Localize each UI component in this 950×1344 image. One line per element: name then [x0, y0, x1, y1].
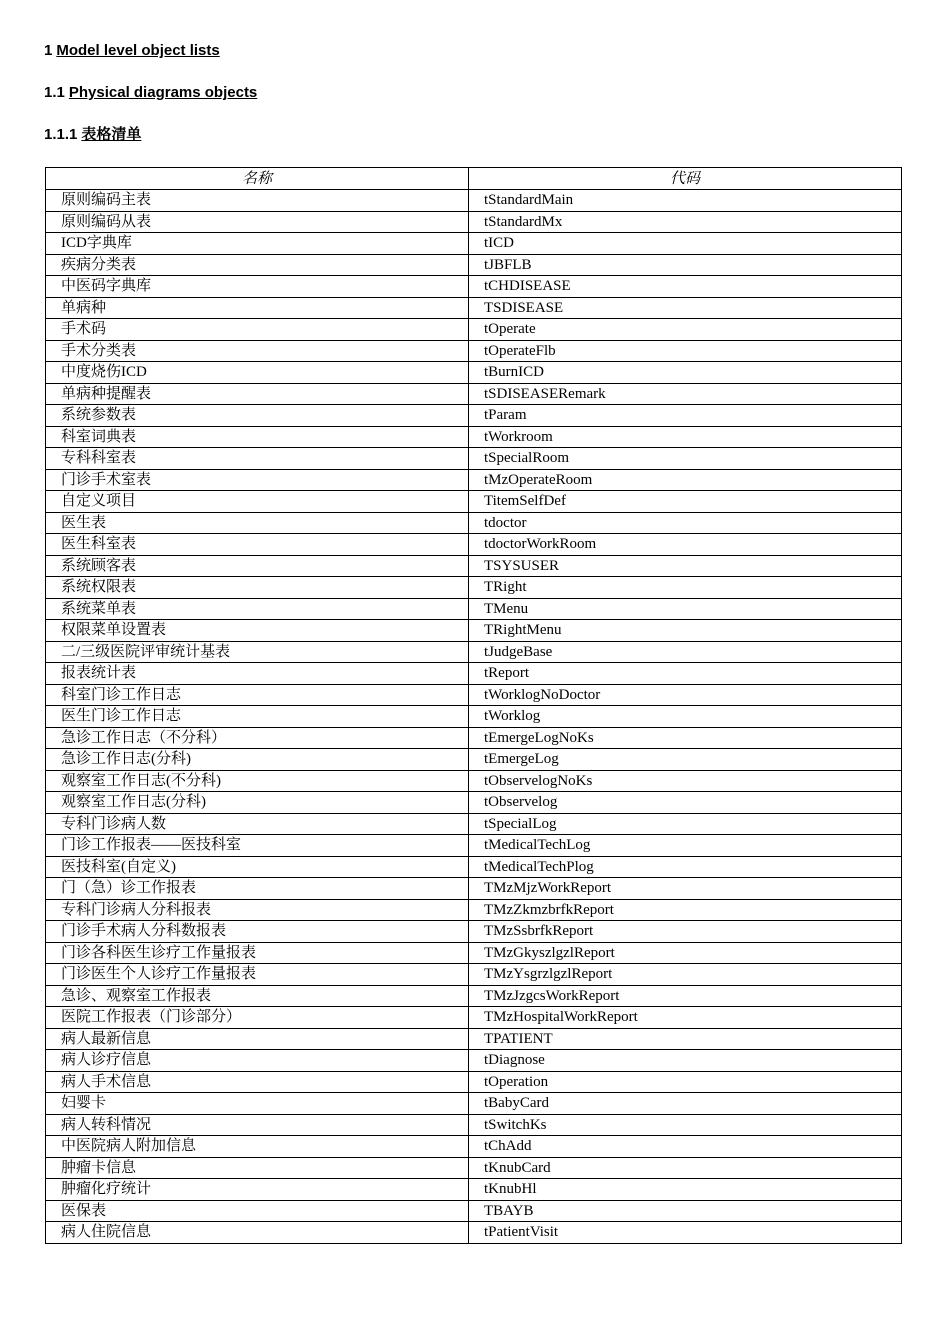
table-code-cell: tCHDISEASE [469, 276, 902, 298]
section-title: Physical diagrams objects [68, 84, 258, 101]
table-name-cell: 医技科室(自定义) [46, 856, 469, 878]
table-name-cell: 权限菜单设置表 [46, 620, 469, 642]
table-name-cell: 系统参数表 [46, 405, 469, 427]
table-row [46, 1200, 902, 1222]
table-code-cell: tEmergeLogNoKs [469, 727, 902, 749]
table-code-cell: tWorkroom [469, 426, 902, 448]
table-row [46, 985, 902, 1007]
table-name-cell: 医院工作报表（门诊部分） [46, 1007, 469, 1029]
table-row [46, 448, 902, 470]
table-row [46, 319, 902, 341]
table-row [46, 426, 902, 448]
table-code-cell: TPATIENT [469, 1028, 902, 1050]
table-code-cell: tMedicalTechLog [469, 835, 902, 857]
table-code-cell: tdoctor [469, 512, 902, 534]
table-row [46, 362, 902, 384]
table-code-cell: tMzOperateRoom [469, 469, 902, 491]
column-header-name: 名称 [46, 168, 469, 190]
table-row [46, 254, 902, 276]
table-code-cell: tOperateFlb [469, 340, 902, 362]
section-heading-1 [44, 42, 220, 60]
table-code-cell: tWorklog [469, 706, 902, 728]
table-code-cell: TMzZkmzbrfkReport [469, 899, 902, 921]
table-code-cell: tChAdd [469, 1136, 902, 1158]
table-row [46, 1157, 902, 1179]
table-row [46, 276, 902, 298]
table-body [46, 190, 902, 1244]
table-row [46, 706, 902, 728]
table-row [46, 749, 902, 771]
table-code-cell: TitemSelfDef [469, 491, 902, 513]
table-name-cell: 医生表 [46, 512, 469, 534]
table-code-cell: tStandardMx [469, 211, 902, 233]
table-name-cell: 自定义项目 [46, 491, 469, 513]
table-row [46, 555, 902, 577]
table-name-cell: 中度烧伤ICD [46, 362, 469, 384]
table-name-cell: 单病种提醒表 [46, 383, 469, 405]
table-name-cell: 原则编码从表 [46, 211, 469, 233]
table-name-cell: 门（急）诊工作报表 [46, 878, 469, 900]
table-name-cell: 门诊工作报表——医技科室 [46, 835, 469, 857]
table-name-cell: 门诊手术病人分科数报表 [46, 921, 469, 943]
table-code-cell: TMzGkyszlgzlReport [469, 942, 902, 964]
table-name-cell: 专科门诊病人分科报表 [46, 899, 469, 921]
table-code-cell: tOperation [469, 1071, 902, 1093]
table-row [46, 856, 902, 878]
table-code-cell: TMzSsbrfkReport [469, 921, 902, 943]
table-code-cell: tEmergeLog [469, 749, 902, 771]
table-code-cell: tDiagnose [469, 1050, 902, 1072]
table-name-cell: 急诊、观察室工作报表 [46, 985, 469, 1007]
table-name-cell: 疾病分类表 [46, 254, 469, 276]
table-code-cell: TBAYB [469, 1200, 902, 1222]
table-code-cell: TRightMenu [469, 620, 902, 642]
table-row [46, 297, 902, 319]
table-name-cell: 门诊手术室表 [46, 469, 469, 491]
section-number: 1.1 [44, 84, 65, 101]
table-row [46, 684, 902, 706]
table-name-cell: 原则编码主表 [46, 190, 469, 212]
table-name-cell: 科室词典表 [46, 426, 469, 448]
table-code-cell: tSwitchKs [469, 1114, 902, 1136]
table-code-cell: tReport [469, 663, 902, 685]
table-code-cell: tJudgeBase [469, 641, 902, 663]
table-code-cell: TRight [469, 577, 902, 599]
table-row [46, 190, 902, 212]
section-heading-1-1 [44, 84, 257, 102]
section-number: 1.1.1 [44, 126, 78, 143]
table-code-cell: tBurnICD [469, 362, 902, 384]
table-row [46, 1007, 902, 1029]
table-code-cell: tPatientVisit [469, 1222, 902, 1244]
table-header-row [46, 168, 902, 190]
table-row [46, 598, 902, 620]
table-name-cell: 病人诊疗信息 [46, 1050, 469, 1072]
table-name-cell: 手术分类表 [46, 340, 469, 362]
table-row [46, 942, 902, 964]
table-name-cell: 系统权限表 [46, 577, 469, 599]
table-name-cell: 门诊各科医生诊疗工作量报表 [46, 942, 469, 964]
table-row [46, 233, 902, 255]
table-name-cell: 中医码字典库 [46, 276, 469, 298]
table-row [46, 211, 902, 233]
table-name-cell: 单病种 [46, 297, 469, 319]
table-row [46, 340, 902, 362]
table-row [46, 405, 902, 427]
table-code-cell: tdoctorWorkRoom [469, 534, 902, 556]
table-code-cell: tSDISEASERemark [469, 383, 902, 405]
table-row [46, 899, 902, 921]
table-name-cell: 二/三级医院评审统计基表 [46, 641, 469, 663]
section-number: 1 [44, 42, 53, 59]
table-code-cell: tICD [469, 233, 902, 255]
table-code-cell: tSpecialLog [469, 813, 902, 835]
table-name-cell: 医保表 [46, 1200, 469, 1222]
table-code-cell: tWorklogNoDoctor [469, 684, 902, 706]
table-code-cell: tObservelogNoKs [469, 770, 902, 792]
table-row [46, 921, 902, 943]
table-name-cell: 病人住院信息 [46, 1222, 469, 1244]
table-name-cell: 肿瘤卡信息 [46, 1157, 469, 1179]
table-row [46, 1179, 902, 1201]
table-name-cell: 急诊工作日志(分科) [46, 749, 469, 771]
table-code-cell: TMzYsgrzlgzlReport [469, 964, 902, 986]
section-title: Model level object lists [56, 42, 220, 59]
table-name-cell: 专科科室表 [46, 448, 469, 470]
table-name-cell: 系统菜单表 [46, 598, 469, 620]
table-list [45, 167, 902, 1244]
table-name-cell: 医生科室表 [46, 534, 469, 556]
table-code-cell: TSDISEASE [469, 297, 902, 319]
table-row [46, 1114, 902, 1136]
table-code-cell: tSpecialRoom [469, 448, 902, 470]
table-code-cell: tOperate [469, 319, 902, 341]
table-row [46, 491, 902, 513]
table-code-cell: TMzMjzWorkReport [469, 878, 902, 900]
table-row [46, 1136, 902, 1158]
table-name-cell: 门诊医生个人诊疗工作量报表 [46, 964, 469, 986]
table-code-cell: tParam [469, 405, 902, 427]
table-code-cell: TSYSUSER [469, 555, 902, 577]
table-name-cell: 中医院病人附加信息 [46, 1136, 469, 1158]
table-name-cell: 病人手术信息 [46, 1071, 469, 1093]
table-row [46, 964, 902, 986]
table-row [46, 1222, 902, 1244]
table-row [46, 813, 902, 835]
table-code-cell: tBabyCard [469, 1093, 902, 1115]
table-row [46, 1093, 902, 1115]
table-row [46, 1050, 902, 1072]
column-header-code: 代码 [469, 168, 902, 190]
table-name-cell: 急诊工作日志（不分科） [46, 727, 469, 749]
table-code-cell: tKnubHl [469, 1179, 902, 1201]
table-name-cell: 观察室工作日志(分科) [46, 792, 469, 814]
table-row [46, 1071, 902, 1093]
table-name-cell: 肿瘤化疗统计 [46, 1179, 469, 1201]
table-row [46, 383, 902, 405]
table-row [46, 878, 902, 900]
table-row [46, 641, 902, 663]
table-name-cell: 病人最新信息 [46, 1028, 469, 1050]
table-name-cell: 医生门诊工作日志 [46, 706, 469, 728]
table-name-cell: 科室门诊工作日志 [46, 684, 469, 706]
table-row [46, 663, 902, 685]
table-code-cell: tMedicalTechPlog [469, 856, 902, 878]
table-name-cell: 专科门诊病人数 [46, 813, 469, 835]
table-name-cell: 病人转科情况 [46, 1114, 469, 1136]
table-row [46, 792, 902, 814]
table-code-cell: tJBFLB [469, 254, 902, 276]
section-heading-1-1-1 [44, 126, 141, 144]
table-row [46, 469, 902, 491]
table-code-cell: TMzJzgcsWorkReport [469, 985, 902, 1007]
table-name-cell: 妇婴卡 [46, 1093, 469, 1115]
table-row [46, 534, 902, 556]
table-row [46, 620, 902, 642]
table-code-cell: tObservelog [469, 792, 902, 814]
table-row [46, 770, 902, 792]
table-row [46, 512, 902, 534]
table-code-cell: tKnubCard [469, 1157, 902, 1179]
table-name-cell: 报表统计表 [46, 663, 469, 685]
table-row [46, 727, 902, 749]
table-name-cell: 手术码 [46, 319, 469, 341]
table-code-cell: TMenu [469, 598, 902, 620]
table-code-cell: TMzHospitalWorkReport [469, 1007, 902, 1029]
section-title: 表格清单 [81, 126, 142, 143]
table-row [46, 577, 902, 599]
table-row [46, 1028, 902, 1050]
table-code-cell: tStandardMain [469, 190, 902, 212]
table-row [46, 835, 902, 857]
table-name-cell: 观察室工作日志(不分科) [46, 770, 469, 792]
table-name-cell: 系统顾客表 [46, 555, 469, 577]
table-name-cell: ICD字典库 [46, 233, 469, 255]
